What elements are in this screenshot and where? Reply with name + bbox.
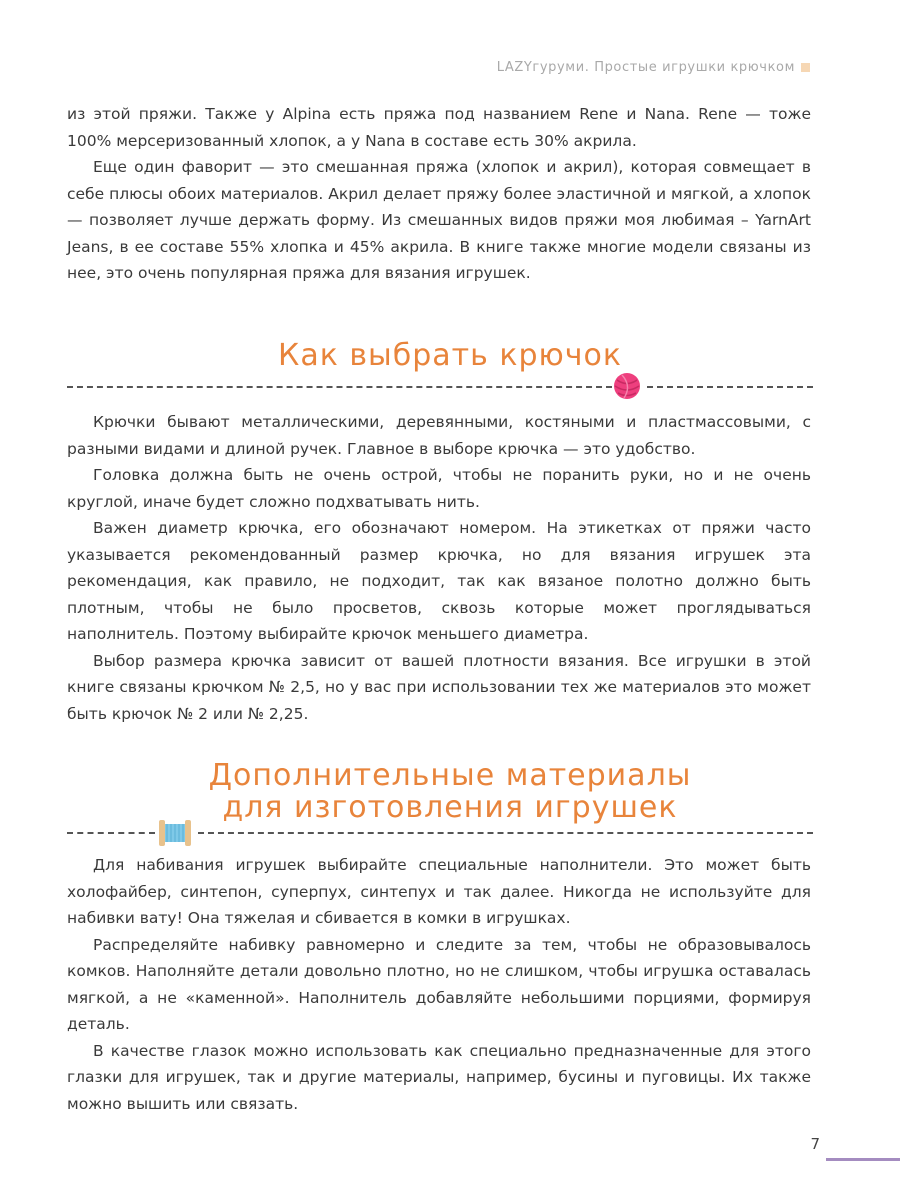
section-title-materials-line2: для изготовления игрушек <box>222 790 678 825</box>
intro-paragraph-1: из этой пряжи. Также у Alpina есть пряжа под названием Rene и Nana. Rene — тоже 100% мерсеризованный хлопок, а у Nana в составе есть 30% акрила. <box>67 105 811 150</box>
section-title-materials <box>0 760 900 824</box>
section-title-materials-line1: Дополнительные материалы <box>208 758 692 793</box>
intro-paragraph-2: Еще один фаворит — это смешанная пряжа (хлопок и акрил), которая совмещает в себе плюсы обоих материалов. Акрил делает пряжу более эластичной и мягкой, а хлопок — позволяет лучше держать форму. Из смешанных видов пряжи моя любимая – YarnArt Jeans, в ее составе 55% хлопка и 45% акрила. В книге также многие модели связаны из нее, это очень популярная пряжа для вязания игрушек. <box>67 158 811 282</box>
header-square-icon <box>801 63 810 72</box>
hook-paragraph-3: Важен диаметр крючка, его обозначают номером. На этикетках от пряжи часто указывается рекомендованный размер крючка, но для вязания игрушек эта рекомендация, как правило, не подходит, так как вязаное полотно должно быть плотным, чтобы не было просветов, сквозь которые может проглядываться наполнитель. Поэтому выбирайте крючок меньшего диаметра. <box>67 519 811 643</box>
hook-paragraph-4: Выбор размера крючка зависит от вашей плотности вязания. Все игрушки в этой книге связаны крючком № 2,5, но у вас при использовании тех же материалов это может быть крючок № 2 или № 2,25. <box>67 651 811 723</box>
divider-line <box>647 386 813 388</box>
materials-paragraph-3: В качестве глазок можно использовать как специально предназначенные для этого глазки для игрушек, так и другие материалы, например, бусины и пуговицы. Их также можно вышить или связать. <box>67 1041 811 1113</box>
page-number: 7 <box>810 1135 820 1153</box>
divider-line <box>198 832 813 834</box>
intro-text <box>67 101 811 287</box>
running-title: LAZYгуруми. Простые игрушки крючком <box>496 60 795 75</box>
page-number-bar <box>826 1158 900 1161</box>
hook-paragraph-1: Крючки бывают металлическими, деревянными, костяными и пластмассовыми, с разными видами и длиной ручек. Главное в выборе крючка — это удобство. <box>67 413 811 458</box>
materials-paragraph-2: Распределяйте набивку равномерно и следите за тем, чтобы не образовывалось комков. Наполняйте детали довольно плотно, но не слишком, чтобы игрушка оставалась мягкой, а не «каменной». Наполнитель добавляйте небольшими порциями, формируя деталь. <box>67 935 811 1033</box>
section-title-hook: Как выбрать крючок <box>278 338 622 373</box>
divider-line <box>67 832 155 834</box>
materials-paragraph-1: Для набивания игрушек выбирайте специальные наполнители. Это может быть холофайбер, синтепон, суперпух, синтепух и так далее. Никогда не используйте для набивки вату! Она тяжелая и сбивается в комки в игрушках. <box>67 856 811 927</box>
running-header <box>497 60 810 75</box>
thread-spool-icon <box>155 818 195 848</box>
divider-line <box>67 386 612 388</box>
materials-section-text <box>67 852 811 1117</box>
hook-section-text <box>67 409 811 727</box>
hook-paragraph-2: Головка должна быть не очень острой, чтобы не поранить руки, но и не очень круглой, иначе будет сложно подхватывать нить. <box>67 466 811 511</box>
yarn-ball-icon <box>612 371 642 401</box>
